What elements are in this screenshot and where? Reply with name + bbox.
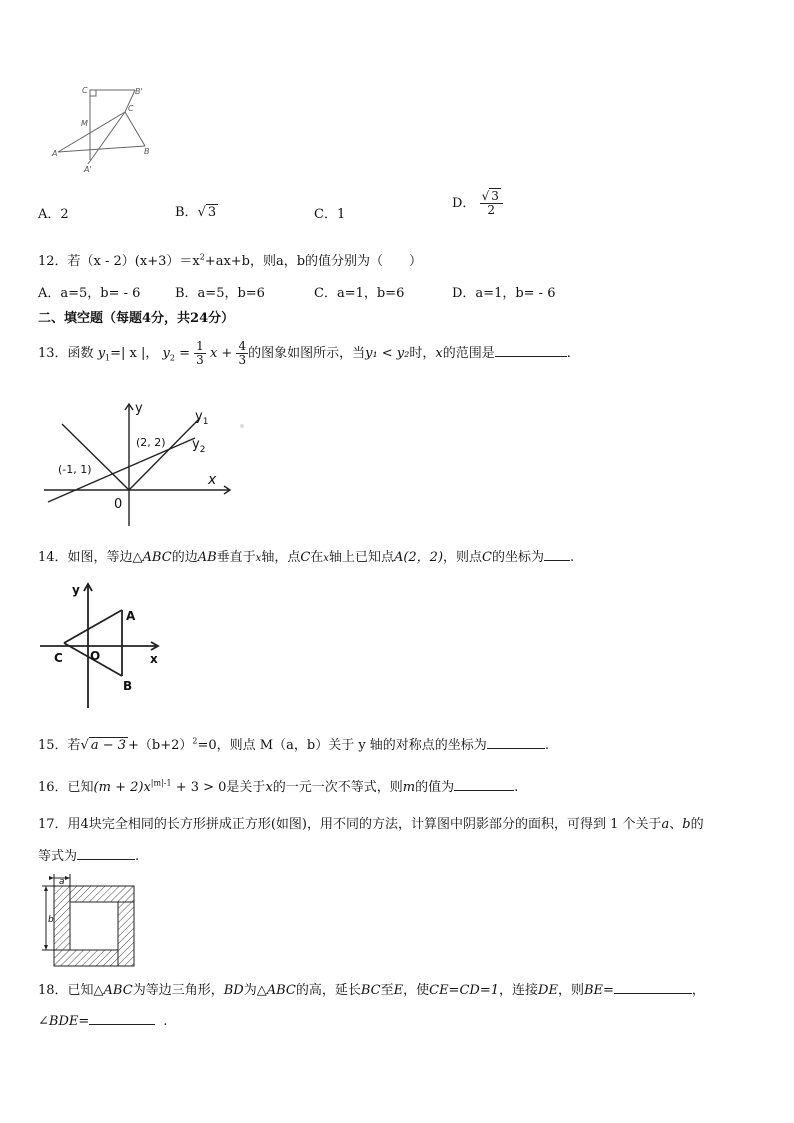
q14-x2: x	[323, 553, 329, 564]
q14-p1: 14．如图，等边△	[38, 550, 143, 565]
q14-c: C	[300, 550, 311, 565]
q17-line1	[38, 813, 704, 832]
q13-xplus: x +	[209, 346, 237, 361]
q11-option-a: A．2	[38, 207, 69, 222]
q13-y1: y	[97, 346, 106, 361]
q16-expr: (m + 2)x	[93, 780, 151, 795]
q15-p2: +（b+2）	[128, 738, 193, 753]
q14-p6: 轴上已知点	[328, 550, 394, 565]
q14-p5: 在	[310, 550, 324, 565]
q18-p3: 为△	[243, 983, 267, 998]
section-heading: 二、填空题（每题4分，共24分）	[38, 311, 235, 326]
q18-p8: ，则	[557, 983, 584, 998]
q13-frac1-den: 3	[196, 353, 204, 367]
q13-end: .	[566, 346, 571, 361]
q18-de: DE	[538, 983, 558, 998]
q15-stem	[38, 734, 549, 753]
q13-frac1	[194, 340, 206, 367]
q15-p1: 15．若	[38, 738, 81, 753]
q13-y2: y	[162, 346, 170, 361]
fig11-label-a: A	[52, 149, 58, 158]
fig13-y2-label: $y_2$	[192, 437, 206, 455]
q16-x: x	[265, 780, 273, 795]
q12-option-b: B．a=5，b=6	[175, 286, 265, 301]
q14-stem	[38, 546, 574, 565]
q13-xvar: x	[435, 346, 443, 361]
q14-point: A(2，2)	[393, 550, 444, 565]
q18-eq: CE=CD=1	[429, 983, 499, 998]
q15-p3: =0，则点 M（a，b）关于 y 轴的对称点的坐标为	[197, 738, 487, 753]
fig14-o-label: O	[90, 649, 101, 663]
q13-cmp: y₁ < y₂	[365, 346, 410, 361]
q12-option-d: D．a=1，b= - 6	[452, 286, 556, 301]
q13-p3: 时，	[409, 346, 436, 361]
q13-frac2-num: 4	[238, 339, 247, 353]
q16-p1: 16．已知	[38, 780, 94, 795]
fig13-origin-label: 0	[114, 497, 123, 512]
q18-bd: BD	[223, 983, 244, 998]
q15-end: .	[544, 738, 549, 753]
q18-p6: ，使	[403, 983, 430, 998]
q11-option-d-fraction	[480, 190, 503, 217]
q18-e: E	[393, 983, 404, 998]
q18-p4: 的高，延长	[295, 983, 361, 998]
q13-y2-sub: 2	[169, 353, 175, 363]
fig11-label-m: M	[81, 119, 88, 128]
q18-bc: BC	[360, 983, 381, 998]
q14-ab: AB	[197, 550, 217, 565]
q17-b: b	[682, 817, 691, 832]
q17-a: a	[661, 817, 670, 832]
fig11-label-c2: C	[128, 104, 134, 113]
q11-option-b-sqrt: √ 3	[197, 205, 217, 220]
fig14-y-label: y	[72, 583, 80, 597]
q18-comma: ，	[691, 983, 705, 998]
q14-p8: 的坐标为	[492, 550, 545, 565]
q14-figure	[38, 580, 168, 710]
q18-answer-blank-1[interactable]	[614, 981, 692, 994]
fig14-x-label: x	[150, 652, 158, 666]
q13-p2: 的图象如图所示，当	[248, 346, 366, 361]
q11-option-d	[452, 190, 503, 217]
q16-m: m	[402, 780, 416, 795]
q18-line1	[38, 979, 705, 998]
fig13-point-label-1: (-1, 1)	[58, 463, 92, 476]
q14-p3: 垂直于	[216, 550, 256, 565]
q18-angle: ∠BDE=	[38, 1014, 90, 1029]
q12-stem-b: +ax+b，则a，b的值分别为（ ）	[204, 254, 423, 269]
q11-option-d-den: 2	[487, 203, 496, 217]
q18-answer-blank-2[interactable]	[89, 1012, 155, 1025]
q15-sup: 2	[192, 736, 198, 746]
q14-x: x	[255, 553, 262, 564]
fig11-label-c: C	[82, 86, 88, 95]
q17-answer-blank[interactable]	[77, 847, 135, 860]
q11-option-d-prefix: D．	[452, 196, 476, 211]
q11-figure	[50, 84, 160, 176]
q16-end: .	[514, 780, 519, 795]
q16-p5: 的值为	[415, 780, 455, 795]
q18-line2	[38, 1012, 167, 1029]
q12-option-c: C．a=1，b=6	[314, 286, 405, 301]
q17-line2-text: 等式为	[38, 849, 78, 864]
q13-graph	[40, 398, 240, 526]
fig13-point-label-2: (2, 2)	[136, 436, 166, 449]
q17-line2	[38, 845, 139, 864]
fig11-label-b: B	[144, 147, 150, 156]
q11-option-b	[175, 201, 218, 220]
fig17-label-b: b	[48, 915, 54, 925]
q18-abc2: ABC	[266, 983, 296, 998]
q13-eq1: =| x |，	[110, 346, 159, 361]
q13-eq2: =	[174, 346, 195, 361]
fig17-label-a: a	[59, 877, 65, 887]
q17-sep: 、	[669, 817, 683, 832]
fig14-b-label: B	[123, 679, 133, 693]
q15-radicand: a − 3	[90, 738, 127, 753]
q12-stem-a: 12．若（x - 2）(x+3）＝x	[38, 254, 200, 269]
q18-p5: 至	[380, 983, 394, 998]
q16-p3: 是关于	[226, 780, 266, 795]
q17-tail: 的	[690, 817, 704, 832]
q13-frac2	[236, 340, 248, 367]
q14-abc: ABC	[142, 550, 172, 565]
q16-p2: + 3 > 0	[171, 780, 227, 795]
q15-answer-blank[interactable]	[487, 736, 545, 749]
q13-stem	[38, 340, 571, 368]
q18-end: .	[163, 1014, 168, 1029]
q18-p7: ，连接	[499, 983, 539, 998]
q18-p1: 18．已知△	[38, 983, 104, 998]
q18-p2: 为等边三角形，	[132, 983, 224, 998]
decorative-dot	[240, 424, 244, 428]
q13-p4: 的范围是	[442, 346, 495, 361]
q17-line1-text: 17．用4块完全相同的长方形拼成正方形(如图)，用不同的方法，计算图中阴影部分的面积，可得到 1 个关于	[38, 817, 662, 832]
q14-p7: ，则点	[443, 550, 483, 565]
q18-be: BE=	[583, 983, 614, 998]
fig14-a-label: A	[126, 609, 136, 623]
q14-end: .	[570, 550, 575, 565]
q12-stem	[38, 250, 422, 269]
q14-p4: 轴，点	[261, 550, 301, 565]
q13-frac2-den: 3	[238, 353, 247, 367]
fig13-y1-label: $y_1$	[195, 409, 209, 427]
q18-abc: ABC	[103, 983, 133, 998]
fig11-label-b-prime: B'	[135, 87, 143, 96]
q12-option-a: A．a=5，b= - 6	[38, 286, 141, 301]
q11-option-b-prefix: B．	[175, 205, 198, 220]
q16-stem	[38, 776, 518, 795]
q15-sqrt: √ a − 3	[80, 738, 127, 753]
q13-y1-sub: 1	[105, 353, 111, 363]
q14-c2: C	[482, 550, 492, 565]
q13-answer-blank[interactable]	[495, 344, 567, 357]
q16-p4: 的一元一次不等式，则	[272, 780, 403, 795]
q12-stem-sup: 2	[199, 252, 205, 262]
q14-answer-blank[interactable]	[544, 548, 570, 561]
fig14-c-label: C	[54, 651, 63, 665]
q14-p2: 的边	[171, 550, 198, 565]
q11-option-d-num: √ 3	[480, 190, 503, 204]
fig11-label-a-prime: A'	[84, 165, 92, 174]
q13-frac1-num: 1	[196, 339, 204, 353]
q16-sup: |m|-1	[150, 778, 172, 788]
q11-option-d-radicand: 3	[491, 189, 499, 203]
fig13-x-axis-label: x	[208, 472, 217, 488]
q17-figure	[36, 870, 138, 970]
q13-p1: 13．函数	[38, 346, 94, 361]
fig13-y-axis-label: y	[135, 401, 143, 416]
q17-end: .	[135, 849, 140, 864]
q11-option-c: C．1	[314, 207, 346, 222]
q16-answer-blank[interactable]	[454, 778, 514, 791]
q11-option-b-radicand: 3	[207, 205, 217, 220]
